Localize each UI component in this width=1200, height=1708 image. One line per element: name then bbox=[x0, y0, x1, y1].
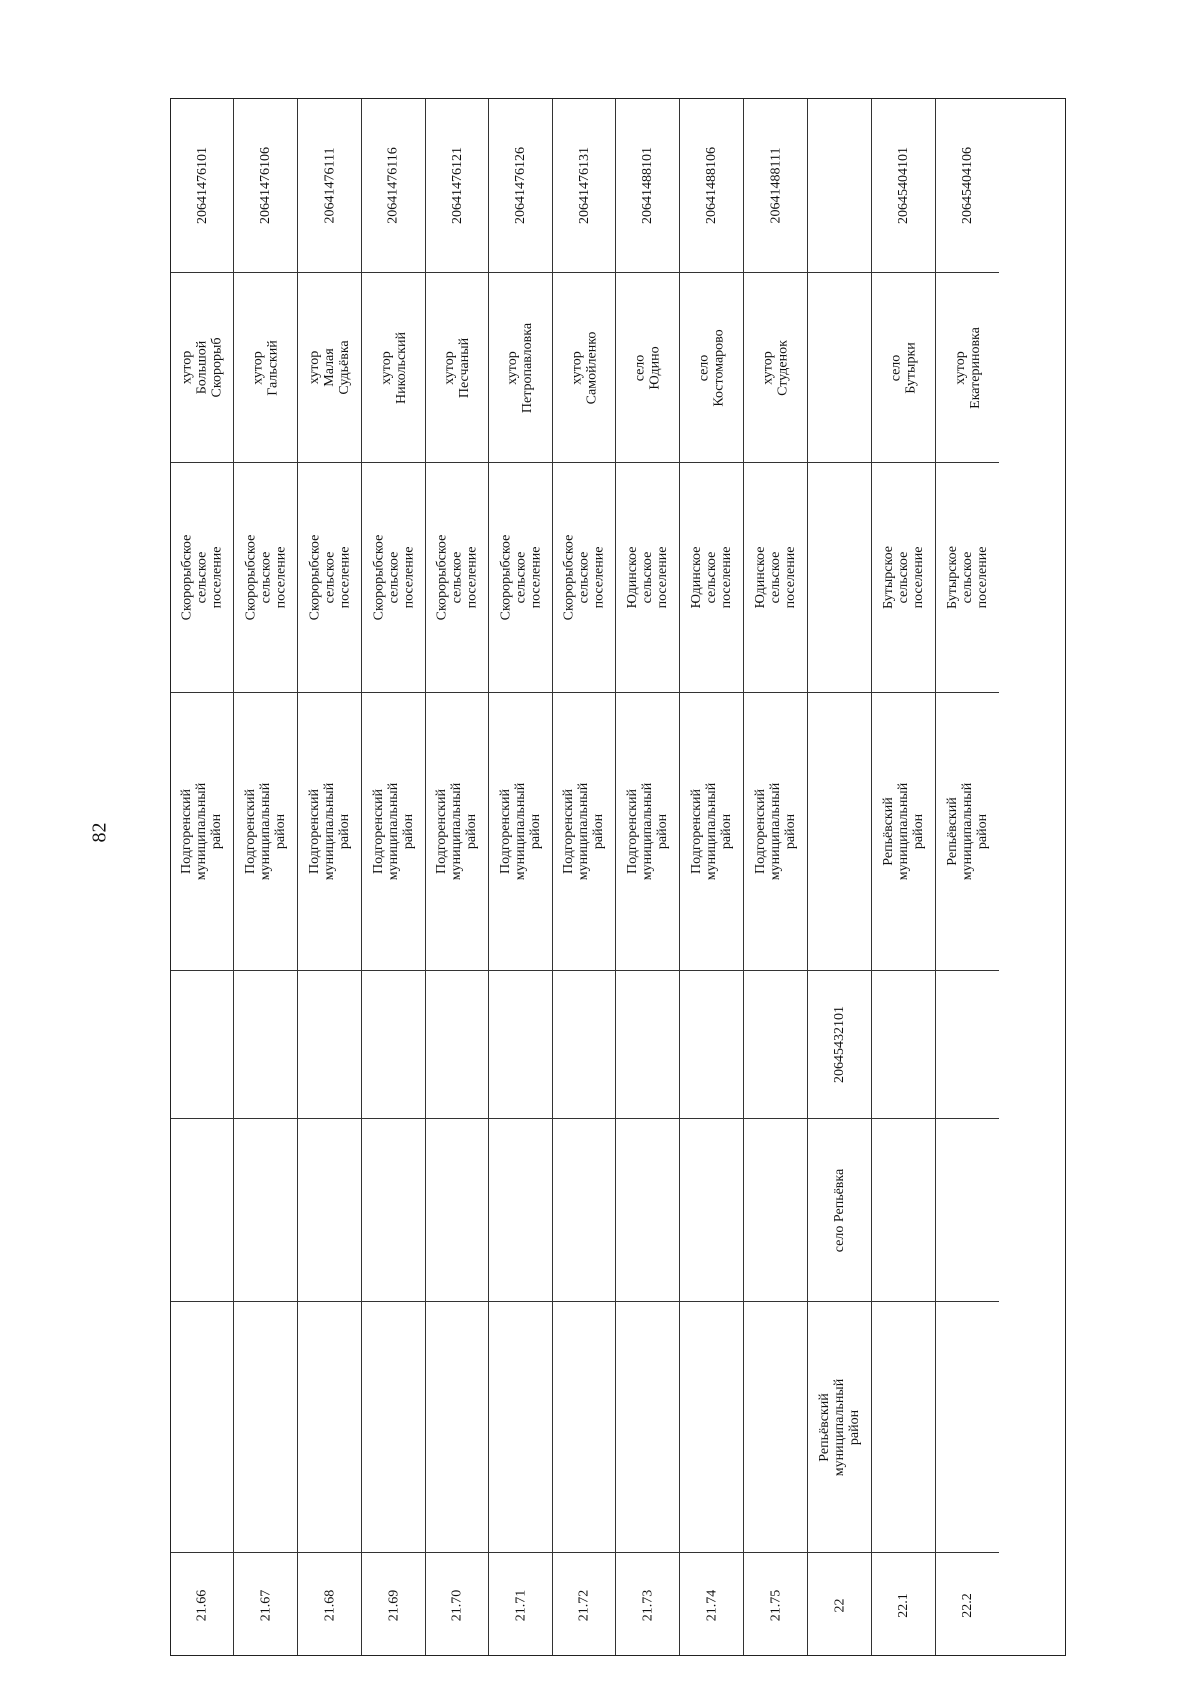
cell-locality bbox=[171, 272, 233, 462]
cell-text-district: Подгоренский муниципальный район bbox=[371, 782, 417, 881]
cell-text-num: 22 bbox=[832, 1598, 847, 1612]
cell-locality bbox=[680, 272, 743, 462]
cell-center-code bbox=[298, 970, 361, 1118]
table-row bbox=[872, 99, 936, 1655]
cell-center-code bbox=[872, 970, 935, 1118]
cell-locality bbox=[234, 272, 297, 462]
cell-text-municipal-region: Репьёвский муниципальный район bbox=[817, 1378, 863, 1476]
cell-code bbox=[744, 99, 807, 272]
cell-text-code: 20641476126 bbox=[513, 147, 528, 224]
table-row bbox=[744, 99, 808, 1655]
cell-center-code bbox=[426, 970, 488, 1118]
cell-center-code bbox=[553, 970, 615, 1118]
cell-num bbox=[426, 1552, 488, 1657]
table-row bbox=[362, 99, 426, 1655]
cell-text-num: 21.72 bbox=[576, 1589, 592, 1621]
cell-center-code bbox=[171, 970, 233, 1118]
cell-text-settlement: Скорорыбское сельское поселение bbox=[179, 534, 225, 621]
cell-locality bbox=[616, 272, 679, 462]
table-row bbox=[616, 99, 680, 1655]
cell-text-settlement: Юдинское сельское поселение bbox=[689, 546, 734, 609]
cell-text-code: 20641476121 bbox=[449, 147, 465, 224]
cell-text-district: Подгоренский муниципальный район bbox=[179, 782, 225, 881]
cell-settlement bbox=[744, 462, 807, 692]
table-row bbox=[426, 99, 489, 1655]
cell-text-num: 21.68 bbox=[322, 1589, 337, 1621]
cell-code bbox=[362, 99, 425, 272]
cell-admin-center bbox=[234, 1118, 297, 1301]
cell-admin-center bbox=[426, 1118, 488, 1301]
cell-text-num: 21.66 bbox=[194, 1589, 210, 1621]
cell-text-num: 21.69 bbox=[386, 1589, 401, 1621]
cell-text-settlement: Бутырское сельское поселение bbox=[881, 546, 926, 609]
cell-text-district: Подгоренский муниципальный район bbox=[434, 782, 480, 881]
table-row bbox=[680, 99, 744, 1655]
cell-text-district: Подгоренский муниципальный район bbox=[753, 782, 799, 881]
cell-municipal-region bbox=[298, 1301, 361, 1552]
cell-locality bbox=[298, 272, 361, 462]
cell-text-settlement: Скорорыбское сельское поселение bbox=[307, 534, 352, 621]
cell-text-locality: хутор Студенок bbox=[760, 339, 791, 396]
cell-locality bbox=[553, 272, 615, 462]
cell-admin-center bbox=[680, 1118, 743, 1301]
cell-num bbox=[744, 1552, 807, 1657]
cell-district bbox=[171, 692, 233, 970]
cell-locality bbox=[872, 272, 935, 462]
cell-num bbox=[489, 1552, 552, 1657]
cell-text-settlement: Скорорыбское сельское поселение bbox=[434, 534, 480, 621]
cell-num bbox=[234, 1552, 297, 1657]
cell-code bbox=[234, 99, 297, 272]
cell-code bbox=[489, 99, 552, 272]
cell-district bbox=[744, 692, 807, 970]
cell-code bbox=[616, 99, 679, 272]
cell-center-code bbox=[234, 970, 297, 1118]
cell-admin-center bbox=[808, 1118, 871, 1301]
cell-locality bbox=[808, 272, 871, 462]
cell-locality bbox=[936, 272, 999, 462]
cell-text-settlement: Скорорыбское сельское поселение bbox=[371, 534, 416, 621]
cell-code bbox=[936, 99, 999, 272]
cell-text-district: Подгоренский муниципальный район bbox=[625, 782, 671, 881]
cell-settlement bbox=[872, 462, 935, 692]
cell-municipal-region bbox=[489, 1301, 552, 1552]
cell-locality bbox=[362, 272, 425, 462]
cell-district bbox=[680, 692, 743, 970]
cell-text-num: 21.75 bbox=[768, 1589, 783, 1621]
cell-num bbox=[872, 1552, 935, 1657]
cell-district bbox=[872, 692, 935, 970]
cell-locality bbox=[489, 272, 552, 462]
cell-num bbox=[616, 1552, 679, 1657]
cell-district bbox=[362, 692, 425, 970]
cell-text-num: 21.74 bbox=[704, 1589, 719, 1621]
cell-settlement bbox=[426, 462, 488, 692]
cell-municipal-region bbox=[808, 1301, 871, 1552]
cell-num bbox=[298, 1552, 361, 1657]
cell-text-locality: хутор Самойленко bbox=[569, 331, 599, 404]
cell-center-code bbox=[680, 970, 743, 1118]
cell-municipal-region bbox=[872, 1301, 935, 1552]
settlements-table bbox=[170, 98, 1066, 1656]
cell-settlement bbox=[808, 462, 871, 692]
table-row bbox=[298, 99, 362, 1655]
cell-text-district: Подгоренский муниципальный район bbox=[561, 782, 607, 881]
cell-text-district: Подгоренский муниципальный район bbox=[243, 782, 289, 881]
cell-text-num: 22.2 bbox=[960, 1592, 975, 1618]
cell-center-code bbox=[616, 970, 679, 1118]
table-row bbox=[171, 99, 234, 1655]
cell-text-admin-center: село Репьёвка bbox=[832, 1168, 847, 1252]
table-row bbox=[234, 99, 298, 1655]
cell-municipal-region bbox=[234, 1301, 297, 1552]
cell-text-settlement: Скорорыбское сельское поселение bbox=[498, 534, 543, 621]
cell-admin-center bbox=[616, 1118, 679, 1301]
cell-district bbox=[234, 692, 297, 970]
cell-locality bbox=[744, 272, 807, 462]
cell-text-num: 21.67 bbox=[258, 1589, 273, 1621]
cell-text-district: Репьёвский муниципальный район bbox=[945, 782, 991, 881]
table-row bbox=[489, 99, 553, 1655]
cell-municipal-region bbox=[936, 1301, 999, 1552]
cell-municipal-region bbox=[362, 1301, 425, 1552]
cell-center-code bbox=[362, 970, 425, 1118]
cell-text-settlement: Скорорыбское сельское поселение bbox=[243, 534, 288, 621]
table-row bbox=[936, 99, 999, 1655]
cell-code bbox=[872, 99, 935, 272]
cell-center-code bbox=[808, 970, 871, 1118]
cell-text-settlement: Бутырское сельское поселение bbox=[945, 546, 990, 609]
cell-center-code bbox=[744, 970, 807, 1118]
cell-text-settlement: Скорорыбское сельское поселение bbox=[561, 534, 607, 621]
cell-num bbox=[553, 1552, 615, 1657]
cell-text-locality: хутор Малая Судьёвка bbox=[307, 340, 352, 395]
cell-center-code bbox=[489, 970, 552, 1118]
cell-text-code: 20645404106 bbox=[960, 147, 975, 224]
cell-district bbox=[298, 692, 361, 970]
cell-admin-center bbox=[298, 1118, 361, 1301]
cell-text-district: Репьёвский муниципальный район bbox=[881, 782, 927, 881]
cell-district bbox=[553, 692, 615, 970]
cell-num bbox=[362, 1552, 425, 1657]
cell-municipal-region bbox=[553, 1301, 615, 1552]
cell-text-code: 20641476106 bbox=[258, 147, 273, 224]
cell-text-code: 20641488101 bbox=[640, 147, 655, 224]
cell-text-center-code: 20645432101 bbox=[832, 1006, 847, 1083]
cell-text-district: Подгоренский муниципальный район bbox=[498, 782, 544, 881]
cell-municipal-region bbox=[426, 1301, 488, 1552]
cell-num bbox=[936, 1552, 999, 1657]
cell-district bbox=[808, 692, 871, 970]
cell-district bbox=[426, 692, 488, 970]
cell-text-locality: хутор Никольский bbox=[378, 331, 409, 404]
cell-text-num: 21.71 bbox=[513, 1589, 528, 1621]
cell-text-code: 20645404101 bbox=[896, 147, 911, 224]
cell-admin-center bbox=[936, 1118, 999, 1301]
cell-admin-center bbox=[489, 1118, 552, 1301]
cell-municipal-region bbox=[744, 1301, 807, 1552]
cell-admin-center bbox=[362, 1118, 425, 1301]
cell-admin-center bbox=[872, 1118, 935, 1301]
cell-locality bbox=[426, 272, 488, 462]
cell-num bbox=[808, 1552, 871, 1657]
cell-text-settlement: Юдинское сельское поселение bbox=[625, 546, 670, 609]
cell-code bbox=[808, 99, 871, 272]
cell-settlement bbox=[936, 462, 999, 692]
cell-text-code: 20641476131 bbox=[576, 147, 592, 224]
cell-municipal-region bbox=[616, 1301, 679, 1552]
cell-district bbox=[489, 692, 552, 970]
cell-admin-center bbox=[171, 1118, 233, 1301]
cell-text-num: 21.73 bbox=[640, 1589, 655, 1621]
table-row bbox=[553, 99, 616, 1655]
cell-text-locality: хутор Песчаный bbox=[442, 337, 472, 398]
cell-code bbox=[426, 99, 488, 272]
cell-text-num: 21.70 bbox=[449, 1589, 465, 1621]
cell-text-code: 20641476101 bbox=[194, 147, 210, 224]
cell-admin-center bbox=[744, 1118, 807, 1301]
cell-text-locality: хутор Петропавловка bbox=[505, 322, 536, 413]
cell-text-district: Подгоренский муниципальный район bbox=[689, 782, 735, 881]
page-number-text: 82 bbox=[88, 822, 111, 842]
table-row bbox=[808, 99, 872, 1655]
cell-text-code: 20641476116 bbox=[386, 147, 402, 224]
cell-text-locality: село Костомарово bbox=[696, 328, 727, 407]
cell-district bbox=[616, 692, 679, 970]
cell-district bbox=[936, 692, 999, 970]
cell-num bbox=[171, 1552, 233, 1657]
cell-code bbox=[171, 99, 233, 272]
cell-code bbox=[553, 99, 615, 272]
cell-text-code: 20641476111 bbox=[322, 147, 337, 224]
cell-text-district: Подгоренский муниципальный район bbox=[307, 782, 353, 881]
cell-settlement bbox=[234, 462, 297, 692]
cell-settlement bbox=[362, 462, 425, 692]
cell-settlement bbox=[616, 462, 679, 692]
cell-center-code bbox=[936, 970, 999, 1118]
cell-code bbox=[680, 99, 743, 272]
cell-text-locality: село Бутырки bbox=[888, 341, 919, 394]
cell-settlement bbox=[680, 462, 743, 692]
cell-code bbox=[298, 99, 361, 272]
cell-settlement bbox=[489, 462, 552, 692]
cell-municipal-region bbox=[171, 1301, 233, 1552]
cell-text-code: 20641488106 bbox=[704, 147, 719, 224]
cell-admin-center bbox=[553, 1118, 615, 1301]
cell-text-code: 20641488111 bbox=[768, 147, 783, 224]
cell-text-locality: село Юдино bbox=[632, 345, 663, 390]
cell-settlement bbox=[298, 462, 361, 692]
cell-municipal-region bbox=[680, 1301, 743, 1552]
page-number bbox=[88, 812, 112, 852]
cell-text-settlement: Юдинское сельское поселение bbox=[753, 546, 798, 609]
cell-text-num: 22.1 bbox=[896, 1592, 911, 1618]
cell-text-locality: хутор Большой Скорорыб bbox=[179, 337, 225, 398]
cell-settlement bbox=[553, 462, 615, 692]
cell-num bbox=[680, 1552, 743, 1657]
cell-settlement bbox=[171, 462, 233, 692]
cell-text-locality: хутор Екатериновка bbox=[952, 326, 983, 409]
cell-text-locality: хутор Гальский bbox=[250, 339, 281, 396]
